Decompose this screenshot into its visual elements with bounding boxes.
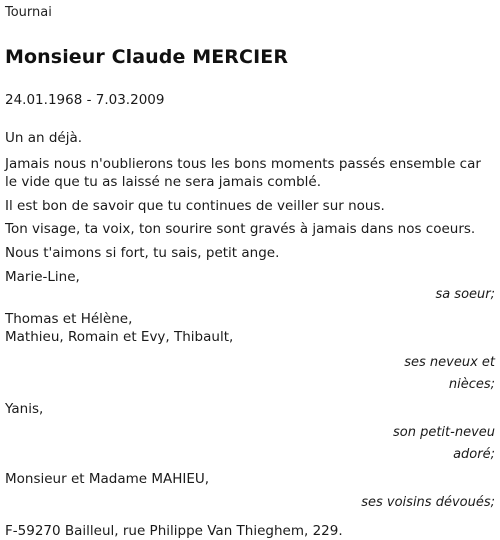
paragraph-engraved: Ton visage, ta voix, ton sourire sont gravés à jamais dans nos coeurs. <box>5 221 476 237</box>
signature-sister <box>5 268 495 304</box>
life-dates: 24.01.1968 - 7.03.2009 <box>5 92 165 108</box>
signature-relation: ses voisins dévoués; <box>361 495 495 510</box>
deceased-name: Monsieur Claude MERCIER <box>5 46 289 68</box>
signature-relation-line2: nièces; <box>448 377 495 392</box>
paragraph-watching-over: Il est bon de savoir que tu continues de veiller sur nous. <box>5 198 385 214</box>
signature-names-line1: Thomas et Hélène, <box>5 311 133 327</box>
signature-names: Yanis, <box>5 401 44 417</box>
signature-relation-line2: adoré; <box>453 447 495 462</box>
signature-neighbours <box>5 470 495 512</box>
signature-grand-nephew <box>5 400 495 464</box>
address: F-59270 Bailleul, rue Philippe Van Thieghem, 229. <box>5 523 343 539</box>
signature-names: Monsieur et Madame MAHIEU, <box>5 471 210 487</box>
paragraph-one-year: Un an déjà. <box>5 130 83 146</box>
signature-relation: sa soeur; <box>435 287 495 302</box>
paragraph-never-forget: Jamais nous n'oublierons tous les bons moments passés ensemble car le vide que tu as laissé ne sera jamais comblé. <box>5 156 481 190</box>
obituary-notice <box>5 0 495 540</box>
signature-relation-line1: son petit-neveu <box>392 425 495 440</box>
signature-nephews <box>5 310 495 394</box>
signature-names: Marie-Line, <box>5 269 80 285</box>
signature-names-line2: Mathieu, Romain et Evy, Thibault, <box>5 329 234 345</box>
signature-relation-line1: ses neveux et <box>404 355 495 370</box>
paragraph-love: Nous t'aimons si fort, tu sais, petit ange. <box>5 245 280 261</box>
location-label: Tournai <box>5 5 52 20</box>
